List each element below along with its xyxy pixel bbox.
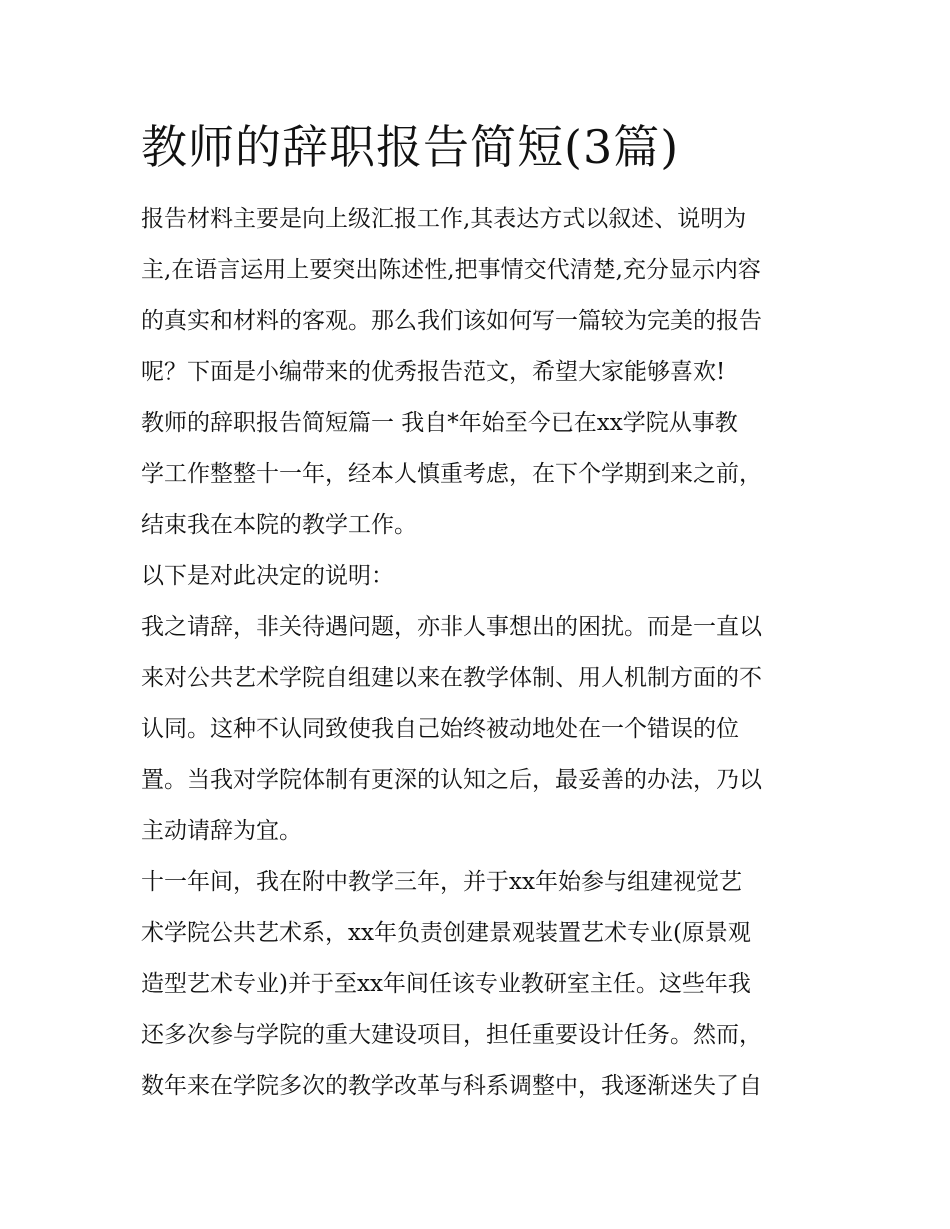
paragraph-history [141, 857, 821, 1112]
paragraph-explanation-lead [141, 551, 821, 602]
text-line: 数年来在学院多次的教学改革与科系调整中，我逐渐迷失了自 [141, 1073, 762, 1099]
text-line: 来对公共艺术学院自组建以来在教学体制、用人机制方面的不 [141, 665, 762, 691]
text-line: 学工作整整十一年，经本人慎重考虑，在下个学期到来之前， [141, 461, 762, 487]
text-line: 造型艺术专业)并于至xx年间任该专业教研室主任。这些年我 [141, 971, 751, 997]
text-line: 以下是对此决定的说明： [141, 563, 394, 589]
text-line: 呢？下面是小编带来的优秀报告范文，希望大家能够喜欢! [141, 359, 726, 385]
text-line: 报告材料主要是向上级汇报工作,其表达方式以叙述、说明为 [141, 206, 747, 232]
paragraph-article-one-start [141, 398, 821, 551]
text-line: 结束我在本院的教学工作。 [141, 512, 417, 538]
text-line: 主动请辞为宜。 [141, 818, 302, 844]
text-line: 的真实和材料的客观。那么我们该如何写一篇较为完美的报告 [141, 308, 762, 334]
paragraph-intro [141, 194, 821, 398]
text-line: 主,在语言运用上要突出陈述性,把事情交代清楚,充分显示内容 [141, 257, 761, 283]
document-body [141, 194, 821, 1112]
text-line: 我之请辞，非关待遇问题，亦非人事想出的困扰。而是一直以 [141, 614, 762, 640]
text-line: 十一年间，我在附中教学三年，并于xx年始参与组建视觉艺 [141, 869, 742, 895]
paragraph-reason [141, 602, 821, 857]
text-line: 认同。这种不认同致使我自己始终被动地处在一个错误的位 [141, 716, 739, 742]
document-title: 教师的辞职报告简短(3篇) [141, 120, 680, 174]
text-line: 教师的辞职报告简短篇一 我自*年始至今已在xx学院从事教 [141, 410, 738, 436]
text-line: 还多次参与学院的重大建设项目，担任重要设计任务。然而， [141, 1022, 762, 1048]
text-line: 置。当我对学院体制有更深的认知之后，最妥善的办法，乃以 [141, 767, 762, 793]
text-line: 术学院公共艺术系，xx年负责创建景观装置艺术专业(原景观 [141, 920, 751, 946]
document-page [141, 112, 821, 1112]
